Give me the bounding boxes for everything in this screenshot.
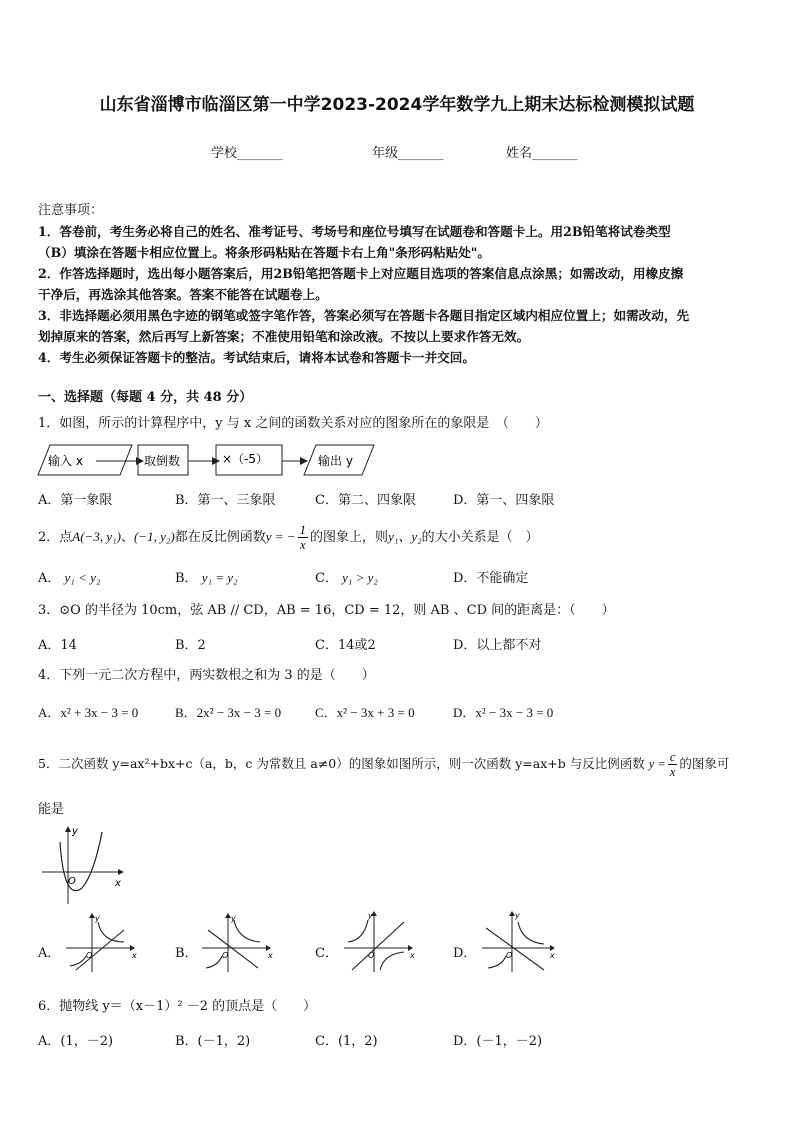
q2-option-d: D．不能确定 [453,571,529,586]
notice-line: （B）填涂在答题卡相应位置上。将条形码粘贴在答题卡右上角"条形码粘贴处"。 [38,245,490,260]
svg-text:x: x [132,951,137,960]
svg-text:y: y [515,911,520,920]
section-heading: 一、选择题（每题 4 分，共 48 分） [38,390,253,405]
flow-step1-label: 取倒数 [144,454,181,468]
q4-option-a: A．x² + 3x − 3 = 0 [38,705,139,720]
svg-text:O: O [68,876,76,887]
q1-option-d: D．第一、四象限 [453,493,555,508]
name-field: 姓名_______ [506,146,578,161]
question-2-stem: 2．点A(−3, y₁)、(−1, y₂)都在反比例函数y = − $\frac{1}{x}$ 的图象上，则y₁、y₂的大小关系是（ ） [38,522,539,552]
q6-option-c: C．(1，2) [315,1034,378,1049]
svg-text:x: x [268,951,273,960]
question-6-stem: 6．抛物线 y＝（x－1）² －2 的顶点是（ ） [38,999,317,1014]
q3-option-d: D．以上都不对 [453,638,542,653]
svg-text:O: O [506,951,513,960]
q1-option-b: B．第一、三象限 [175,493,276,508]
svg-text:y: y [95,914,100,923]
q5-option-b: B． [175,946,198,961]
q3-option-c: C．14或2 [315,638,376,653]
notice-line: 划掉原来的答案，然后再写上新答案；不准使用铅笔和涂改液。不按以上要求作答无效。 [38,329,530,344]
flow-output-label: 输出 y [318,454,353,468]
svg-text:O: O [86,951,93,960]
q5-option-b-graph [198,912,274,974]
svg-text:x: x [410,951,415,960]
notice-line: 2．作答选择题时，选出每小题答案后，用2B铅笔把答题卡上对应题目选项的答案信息点涂黑；如需改动，用橡皮擦 [38,266,684,281]
q5-option-c: C． [315,946,338,961]
question-1-stem: 1．如图，所示的计算程序中，y 与 x 之间的函数关系对应的图象所在的象限是 （ ） [38,416,548,431]
q3-option-a: A．14 [38,638,77,653]
q6-option-a: A．(1，－2) [38,1034,114,1049]
q6-option-b: B．(－1，2) [175,1034,251,1049]
svg-text:y: y [368,911,373,920]
q2-option-a: A． y₁ < y₂ [38,570,101,586]
q1-option-a: A．第一象限 [38,493,113,508]
notice-line: 干净后，再选涂其他答案。答案不能答在试题卷上。 [38,287,328,302]
question-5-stem-cont: 能是 [38,802,65,817]
svg-text:y: y [72,826,78,837]
page-title: 山东省淄博市临淄区第一中学2023-2024学年数学九上期末达标检测模拟试题 [99,95,695,115]
q5-option-d-graph [478,908,558,974]
notice-heading: 注意事项： [38,203,104,218]
flow-input-label: 输入 x [48,454,83,468]
svg-text:x: x [115,878,121,889]
q2-option-b: B． y₁ = y₂ [175,570,238,586]
question-5-stem: 5．二次函数 y=ax²+bx+c（a，b，c 为常数且 a≠0）的图象如图所示，则一次函数 y=ax+b 与反比例函数 y = $\frac{c}{x}$ 的图象可 [38,750,730,779]
notice-line: 1．答卷前，考生务必将自己的姓名、准考证号、考场号和座位号填写在试题卷和答题卡上。用2B铅笔将试卷类型 [38,224,671,239]
question-3-stem: 3．⊙O 的半径为 10cm，弦 AB // CD，AB = 16，CD = 12，则 AB 、CD 间的距离是：（ ） [38,603,615,618]
q5-parabola-graph [38,824,128,906]
q1-flowchart [36,441,376,479]
q5-option-c-graph [340,908,416,974]
flow-step2-label: ×（-5） [222,452,269,466]
q1-option-c: C．第二、四象限 [315,493,416,508]
q5-option-a: A． [38,946,61,961]
question-4-stem: 4．下列一元二次方程中，两实数根之和为 3 的是（ ） [38,668,375,683]
svg-text:x: x [550,951,555,960]
q6-option-d: D．(－1，－2) [453,1034,543,1049]
svg-text:y: y [231,914,236,923]
q4-option-d: D．x² − 3x − 3 = 0 [453,705,554,720]
school-field: 学校_______ [211,146,283,161]
q5-option-a-graph [62,912,138,974]
parabola-curve [60,832,102,891]
q3-option-b: B．2 [175,638,206,653]
notice-line: 4．考生必须保证答题卡的整洁。考试结束后，请将本试卷和答题卡一并交回。 [38,350,475,365]
notice-line: 3．非选择题必须用黑色字迹的钢笔或签字笔作答，答案必须写在答题卡各题目指定区域内相应位置上；如需改动，先 [38,308,690,323]
q5-option-d: D． [453,946,477,961]
grade-field: 年级_______ [372,146,444,161]
q4-option-b: B．2x² − 3x − 3 = 0 [175,705,282,720]
svg-text:O: O [368,951,375,960]
q4-option-c: C．x² − 3x + 3 = 0 [315,705,415,720]
svg-text:O: O [222,951,229,960]
q2-option-c: C． y₁ > y₂ [315,570,378,586]
